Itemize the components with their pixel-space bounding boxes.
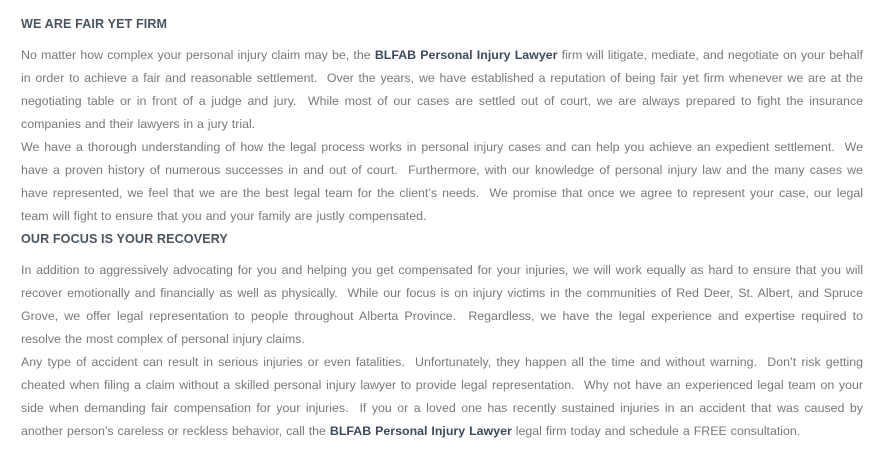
brand-name-bold: BLFAB Personal Injury Lawyer — [329, 424, 512, 438]
paragraph-text: We have a thorough understanding of how the legal process works in personal injury cases and can help you achieve an expedient settlement. We have a proven history of numerous successes in and out of court. Furthermore, with our knowledge of personal injury law and the many cases we have represented, we feel that we are the best legal team for the client’s needs. We promise that once we agree to represent your case, our legal team will fight to ensure that you and your family are justly compensated. — [21, 140, 863, 223]
paragraph-text: In addition to aggressively advocating for you and helping you get compensated for your injuries, we will work equally as hard to ensure that you will recover emotionally and financially as well as physically. While our focus is on injury victims in the communities of Red Deer, St. Albert, and Spruce Grove, we offer legal representation to people throughout Alberta Province. Regardless, we have the legal experience and expertise required to resolve the most complex of personal injury claims. — [21, 263, 863, 346]
paragraph — [21, 44, 863, 136]
paragraph-text: No matter how complex your personal injury claim may be, the — [21, 48, 375, 62]
section-heading: OUR FOCUS IS YOUR RECOVERY — [21, 232, 228, 246]
section-heading: WE ARE FAIR YET FIRM — [21, 17, 168, 31]
paragraph-text: legal firm today and schedule a FREE consultation. — [511, 424, 801, 438]
paragraph — [21, 136, 863, 228]
paragraph — [21, 259, 863, 351]
paragraph — [21, 351, 863, 443]
brand-name-bold: BLFAB Personal Injury Lawyer — [374, 48, 558, 62]
paragraph-text: Any type of accident can result in serious injuries or even fatalities. Unfortunately, they happen all the time and without warning. Don’t risk getting cheated when filing a claim without a skilled personal injury lawyer to provide legal representation. Why not have an experienced legal team on your side when demanding fair compensation for your injuries. If you or a loved one has recently sustained injuries in an accident that was caused by another person’s careless or reckless behavior, call the — [21, 355, 863, 438]
paragraph-text: firm will litigate, mediate, and negotiate on your behalf in order to achieve a fair and reasonable settlement. Over the years, we have established a reputation of being fair yet firm whenever we are at the negotiating table or in front of a judge and jury. While most of our cases are settled out of court, we are always prepared to fight the insurance companies and their lawyers in a jury trial. — [21, 48, 863, 131]
